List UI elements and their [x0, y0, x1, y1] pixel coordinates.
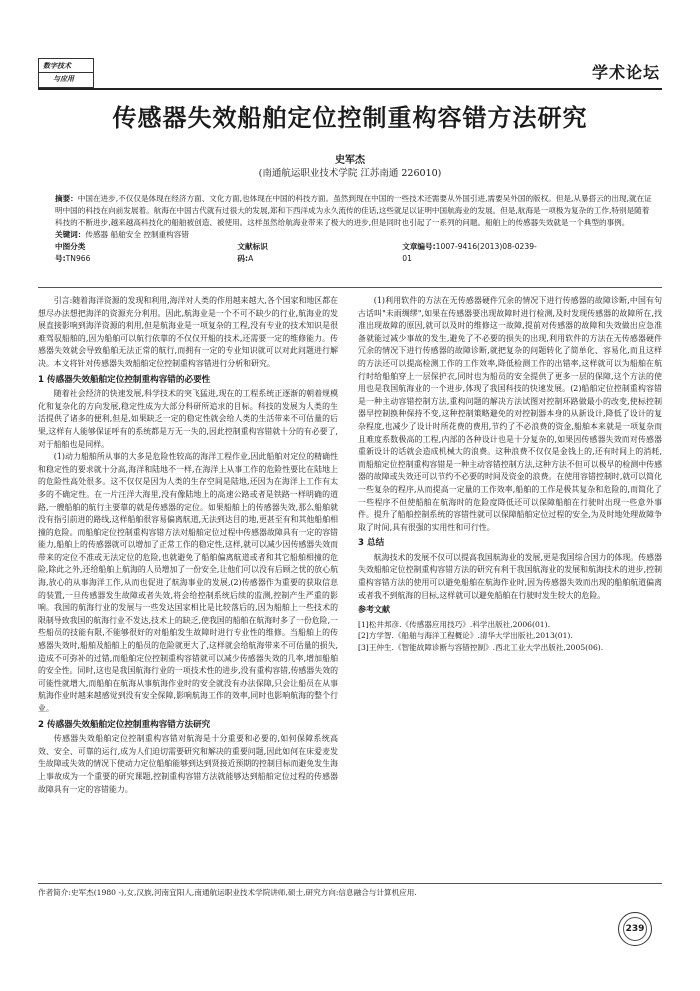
right-column: [358, 295, 662, 653]
article-number: 文章编号:1007-9416(2013)08-0239-01: [402, 242, 537, 263]
header-rule: [38, 88, 662, 90]
logo-divider: [39, 72, 93, 73]
footnote-rule: [38, 883, 662, 884]
page-number-seal: [618, 912, 652, 946]
doc-code: 文献标识码:A: [237, 242, 268, 263]
intro-paragraph: 引言:随着海洋资源的发现和利用,海洋对人类的作用越来越大,各个国家和地区都在想尽办法想把海洋的资源充分利用。因此,航海业是一个不可不缺少的行业,航海业的发展直接影响到海洋资源的利用,但是航海业是一项复杂的工程,没有专业的技术知识是很难驾驭船舶的,因为船舶可以航行依靠的不仅仅开船的技术,还需要一定的维修能力。传感器失效就会导致船舶无法正常的航行,而拥有一定的专业知识就可以对此问题进行解决。本文将针对传感器失效船舶定位控制重构容错进行分析和研究。: [38, 296, 338, 368]
journal-logo: [38, 58, 94, 88]
section-1-heading: 1 传感器失效船舶定位控制重构容错的必要性: [38, 374, 211, 385]
section-2-heading: 2 传感器失效船舶定位控制重构容错方法研究: [38, 719, 211, 730]
clc: 中图分类号:TN966: [55, 242, 91, 263]
author-footnote: 作者简介:史军杰(1980 -),女,汉族,河南宜阳人,南通航运职业技术学院讲师,硕士,研究方向:信息融合与计算机应用.: [38, 888, 417, 897]
keywords-label: 关键词：: [55, 230, 86, 239]
journal-logo-line1: 数字技术: [43, 62, 71, 70]
paper-title: 传感器失效船舶定位控制重构容错方法研究: [112, 104, 588, 132]
reference-list: [358, 619, 662, 654]
abstract-label: 摘要：: [55, 194, 78, 203]
references-heading: 参考文献: [358, 605, 390, 615]
paper-author: 史军杰: [335, 155, 365, 166]
section-title: 学术论坛: [591, 63, 660, 82]
section-1-paragraph-1: 随着社会经济的快速发展,科学技术的突飞猛进,现在的工程系统正逐渐的朝着规模化和复杂化的方向发展,稳定性成为大部分科研所追求的目标。科技的发展为人类的生活提供了诸多的便利,但是,如果缺乏一定的稳定性就会给人类的生活带来不可估量的后果,这样有人能够保证呼有的系统都是万无一失的,因此控制重构容错就十分的有必要了,对于船舶也是同样。: [38, 389, 338, 449]
journal-logo-line2: 与应用: [53, 75, 74, 83]
paper-affiliation: (南通航运职业技术学院 江苏南通 226010): [258, 168, 442, 179]
keywords-text: 传感器 船舶安全 控制重构容错: [85, 230, 189, 239]
section-1-paragraph-2: (1)动力船舶所从事的大多是危险性较高的海洋工程作业,因此船舶对定位的精确性和稳定性的要求就十分高,海洋和陆地不一样,在海洋上从事工作的危险性要比在陆地上的危险性高处很多。这不仅仅是因为人类的生存空间是陆地,还因为在海洋上工作有太多的不确定性。在一片汪洋大海里,没有像陆地上的高速公路或者是铁路一样明确的道路,一艘船舶的航行主要靠的就是传感器的定位。如果船舶上的传感器失效,那么船舶就没有指引前进的路线,这样船舶很容易偏离航道,无法到达目的地,更甚至有和其他船舶相撞的危险。而船舶定位控制重构容错方法对船舶定位过程中传感器故障具有一定的容错能力,船舶上的传感器就可以增加了正常工作的稳定性,这样,就可以减少因传感器失效而带来的定位不准或无法定位的危险,也就避免了船舶偏离航道或者和其它船舶相撞的危险,除此之外,还给船舶上航海的人员增加了一份安全,让他们可以没有后顾之忧的放心航海,放心的从事海洋工作,从而也促进了航海事业的发展,(2)传感器作为重要的获取信息的装置,一旦传感器发生故障或者失效,将会给控制系统后续的监测,控制产生严重的影响。我国的航海行业的发展与一些发达国家相比是比较落后的,因为船舶上一些技术的限制导致我国的航海行业不发达,技术上的缺乏,使我国的船舶在航海时多了一份危险,一些船员的技能有限,不能够很好的对船舶发生故障时进行专业性的维修。当船舶上的传感器失效时,船舶及船舶上的船员的危险就更大了,这样就会给航海带来不可估量的损失,造成不可弥补的过错,而船舶定位控制重构容错就可以减少传感器失效的几率,增加船舶的安全性。同时,这也是我国航海行业的一项技术性的进步,没有重构容错,传感器失效的可能性就增大,而船舶在航海从事航海作业时的安全就没有办法保障,只会让船员在从事航海作业时越来越感觉到没有安全保障,影响航海工作的效率,同时也影响航海的整个行业。: [38, 452, 338, 713]
keywords: [55, 229, 655, 241]
abstract: [55, 193, 655, 229]
section-3-paragraph-1: 航海技术的发展不仅可以提高我国航海业的发展,更是我国综合国力的体现。传感器失效船舶定位控制重构容错方法的研究有利于我国航海业的发展和航海技术的进步,控制重构容错方法的使用可以避免船舶在航海作业时,因为传感器失效而出现的船舶航道偏离或者我不到航海的目标,这样就可以避免船舶在行驶时发生较大的危险。: [358, 552, 662, 600]
section-2-paragraph-1: 传感器失效船舶定位控制重构容错对航海是十分重要和必要的,如何保障系统高效、安全、可靠的运行,成为人们迫切需要研究和解决的重要问题,因此如何在床爱麦发生故障或失效的情况下使动力定位船舶能够到达到贤接近预期的控制目标而避免发生海上事故成为一个重要的研究课题,控制重构容错方法就能够达到船舶定位过程的传感器故障具有一定的容错能力。: [38, 734, 338, 794]
section-3-heading: 3 总结: [358, 538, 385, 549]
abstract-text: 中国在进步,不仅仅是体现在经济方面、文化方面,也体现在中国的科技方面。虽然到现在中国的一些技术还需要从外国引进,需要吴外国的版权。但是,从暴搭云的出现,就在证明中国的科技在向前发展着。航海在中国古代就有过很大的发展,郑和下西洋成为永久流传的佳话,这些就足以证明中国航海业的发展。但是,航海是一项极为复杂的工作,特别是随着科技的不断进步,越来越高科技化的船舶被创造、被使用。这样虽然给航海业带来了极大的进步,但是同时也引起了一系列的问题。船舶上的传感器失效就是一个典型的事例。: [55, 194, 652, 227]
section-2-paragraph-2: (1)利用软件的方法在无传感器硬件冗余的情况下进行传感器的故障诊断,中国有句古话叫"未雨绸缪",如果在传感器要出现故障时进行检测,及时发现传感器的故障所在,找准出现故障的原因,就可以及时的维修这一故障,提前对传感器的故障和失效做出应急准备就能过减少事故的发生,避免了不必要的损失的出现,利用软件的方法在无传感器硬件冗余的情况下进行传感器的故障诊断,就把复杂的问题转化了简单化、容易化,而且这样的方法还可以提高检测工作的工作效率,降低检测工作的出错率,这样就可以为船舶在航行时给船舶穿上一层保护衣,同时也为船员的安全提供了更多一层的保障,这个方法的使用也是我国航海业的一个进步,体现了我国科技的快速发展。(2)船舶定位控制重构容错是一种主动容错控制方法,重构问题的解决方法试图对控制环路做最小的改变,使标控制器早控制换种保持不变,这种控制策略避免的对控制器本身的从新设计,降低了设计的复杂程度,也减少了设计时所花费的费用,节约了不必浪费的资金,船舶本来就是一项复杂而且难度系数极高的工程,内部的各种设计也是十分复杂的,如果因传感器失效而对传感器重新设计的话就会造成机械大的浪费。这种浪费不仅仅是金钱上的,还有时间上的消耗,而船舶定位控制重构容错是一种主动容错控制方法,这种方法不但可以极早的检测中传感器的故障或失效还可以节约不必要的时间及资金的浪费。在使用容错控制时,就可以简化一些复杂的程序,从而提高一定量的工作效率,船舶的工作是极其复杂和危险的,而简化了一些程序不但使船舶在航海时的危险度降低还可以保障船舶在行驶时出现一些意外事件。提升了船舶控制系统的容错性就可以保障船舶定位过程的安全,为及时地处理故障争取了时间,具有很强的实用性和可行性。: [358, 296, 662, 532]
page-number: 239: [623, 917, 647, 941]
reference-item: [2]方学智.《船舶与海洋工程概论》.清华大学出版社,2013(01).: [358, 631, 573, 641]
reference-item: [3]王仲生.《智能故障诊断与容错控制》.西北工业大学出版社,2005(06).: [358, 642, 604, 652]
left-column: [38, 295, 338, 794]
abstract-block: [55, 193, 655, 265]
reference-item: [1]松井邦彦.《传感器应用技巧》.科学出版社,2006(01).: [358, 619, 551, 629]
meta-rule: [38, 287, 662, 288]
classification-row: [55, 241, 655, 265]
